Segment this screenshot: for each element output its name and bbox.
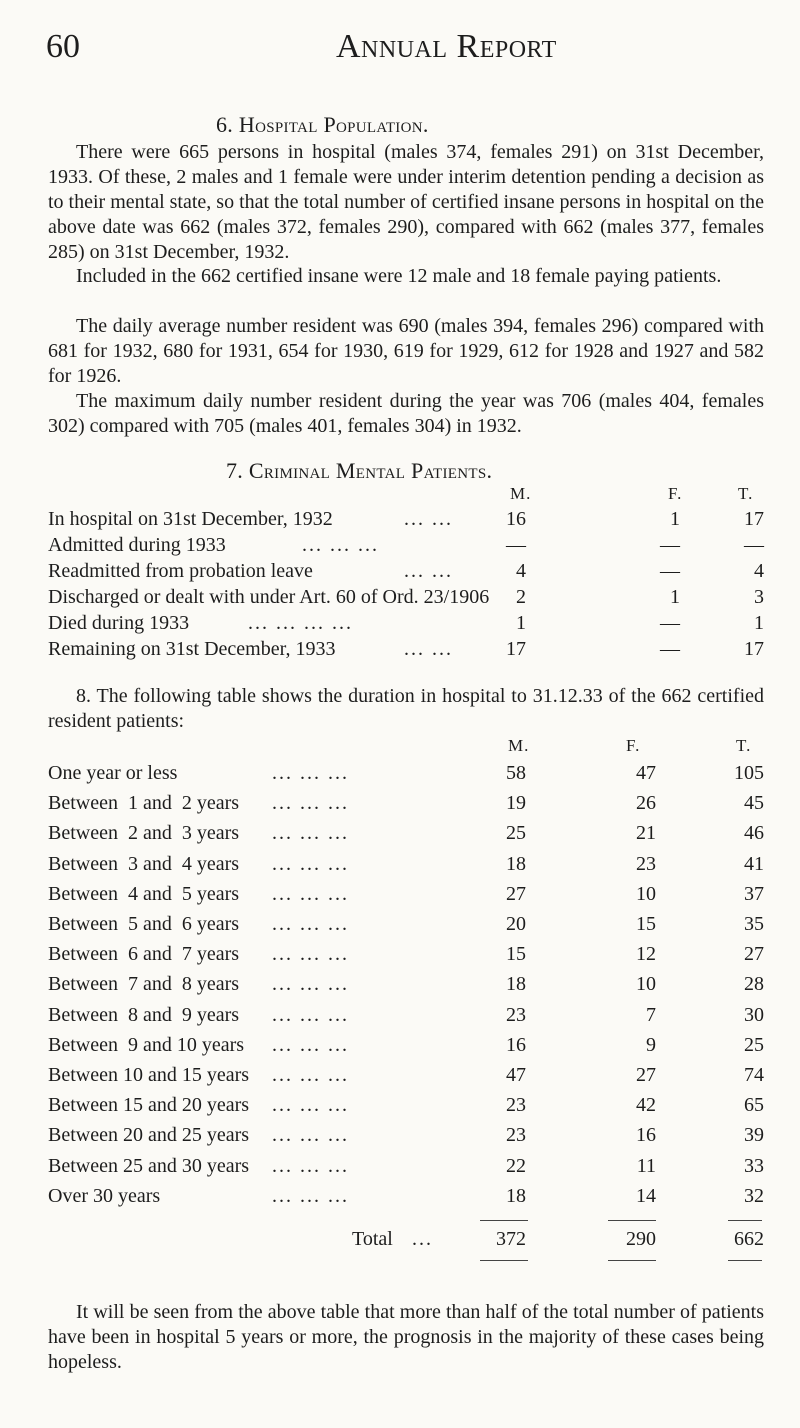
cell-females: 42 [636,1094,656,1117]
table-row [48,853,764,879]
cell-females: 47 [636,762,656,784]
leader-dots: ... ... ... [272,852,349,875]
table-row [48,792,764,818]
table-row [48,508,764,534]
cell-males: 47 [506,1064,526,1086]
leader-dots: ... ... ... [272,1094,349,1117]
leader-dots: ... ... ... [272,1154,349,1177]
cell-total: 25 [744,1033,764,1056]
row-label: Between 3 and 4 years [48,852,240,875]
page-number: 60 [46,28,80,65]
cell-females: 10 [636,882,656,905]
row-label: Between 15 and 20 years [48,1094,250,1117]
table-row [48,883,764,909]
cell-total: 17 [744,508,764,530]
cell-males: 1 [516,612,526,634]
cell-males: 20 [506,913,526,935]
cell-total: 32 [744,1184,764,1207]
row-label: Between 10 and 15 years [48,1064,250,1086]
subtotal-rule-females [608,1220,656,1221]
cell-females: 23 [636,852,656,875]
column-header-total: T. [736,736,752,755]
cell-total: 17 [744,638,764,660]
table-header-row [48,736,764,762]
table-row [48,822,764,848]
subtotal-rule-males [480,1220,528,1221]
cell-males: 2 [516,586,526,608]
leader-dots: ... ... ... ... [248,612,353,634]
subtotal-rule-total [728,1220,762,1221]
table-row [48,534,764,560]
cell-males: 23 [506,1124,526,1147]
row-label: Readmitted from probation leave [48,560,313,582]
cell-males: 19 [506,792,526,815]
cell-females: — [660,560,680,582]
table-row [48,586,764,612]
cell-males: 22 [506,1154,526,1177]
section-6-paragraph-2: Included in the 662 certified insane were 12 male and 18 female paying patients. [76,265,722,287]
cell-males: 18 [506,973,526,996]
leader-dots: ... ... [404,508,453,530]
running-title: Annual Report [336,28,557,65]
table-row [48,973,764,999]
cell-females: 27 [636,1064,656,1086]
cell-females: 15 [636,913,656,935]
section-8-conclusion: It will be seen from the above table that more than half of the total number of patients have been in hospital 5 years or more, the prognosis in the majority of these cases being hopeless. [48,1301,764,1373]
total-row [48,1228,764,1254]
row-label: Between 5 and 6 years [48,913,240,935]
cell-total: 105 [734,762,764,784]
cell-females: 1 [670,586,680,608]
row-label: Between 1 and 2 years [48,792,240,815]
leader-dots: ... ... ... [272,973,349,996]
cell-females: — [660,638,680,660]
cell-females: 10 [636,973,656,996]
total-rule-males [480,1260,528,1261]
table-row [48,1034,764,1060]
table-row [48,560,764,586]
table-row [48,638,764,664]
cell-males: 23 [506,1094,526,1117]
section-7-title: 7. Criminal Mental Patients. [226,458,493,483]
cell-females: 21 [636,822,656,845]
cell-total: 1 [754,612,764,634]
column-header-females: F. [626,736,641,755]
row-label: Between 20 and 25 years [48,1124,250,1147]
cell-total: 45 [744,792,764,815]
leader-dots: ... ... ... [272,762,349,784]
cell-males: 4 [516,560,526,582]
table-row [48,762,764,788]
cell-total: — [744,534,764,556]
leader-dots: ... ... ... [272,792,349,815]
cell-total: 74 [744,1064,764,1086]
section-6-paragraph-1: There were 665 persons in hospital (males 374, females 291) on 31st December, 1933. Of these, 2 males and 1 female were under interim detention pending a decision as to their mental state, so that the total number of certified insane persons in hospital on the above date was 662 (males 372, females 290), compared with 662 (males 377, females 285) on 31st December, 1932. [48,141,764,263]
table-row [48,1185,764,1211]
row-label: One year or less [48,762,178,784]
row-label: Died during 1933 [48,612,190,634]
column-header-females: F. [668,484,683,503]
cell-males: 25 [506,822,526,845]
cell-females: 7 [646,1003,656,1026]
leader-dots: ... ... [404,560,453,582]
cell-males: 23 [506,1003,526,1026]
leader-dots: ... ... [404,638,453,660]
table-row [48,943,764,969]
cell-males: 18 [506,1184,526,1207]
row-label: Remaining on 31st December, 1933 [48,638,336,660]
row-label: Admitted during 1933 [48,534,226,556]
cell-total: 27 [744,943,764,966]
cell-total: 41 [744,852,764,875]
duration-table [48,736,764,1286]
cell-males: 18 [506,852,526,875]
row-label: Between 9 and 10 years [48,1033,245,1056]
cell-total: 46 [744,822,764,845]
row-label: Between 8 and 9 years [48,1003,240,1026]
cell-males: 16 [506,508,526,530]
row-label: Between 6 and 7 years [48,943,240,966]
table-row [48,1004,764,1030]
cell-males: 16 [506,1033,526,1056]
section-6-title: 6. Hospital Population. [216,112,429,137]
leader-dots: ... ... ... [272,913,349,935]
cell-females: 12 [636,943,656,966]
cell-females: 1 [670,508,680,530]
cell-total: 65 [744,1094,764,1117]
row-label: Between 7 and 8 years [48,973,240,996]
column-header-males: M. [510,484,532,503]
total-females: 290 [626,1228,656,1250]
section-6-paragraph-4: The maximum daily number resident during the year was 706 (males 404, females 302) compared with 705 (males 401, females 304) in 1932. [48,390,764,437]
cell-total: 30 [744,1003,764,1026]
cell-males: 15 [506,943,526,966]
leader-dots: ... ... ... [272,1124,349,1147]
cell-total: 4 [754,560,764,582]
row-label: Over 30 years [48,1184,161,1207]
cell-females: 16 [636,1124,656,1147]
leader-dots: ... ... ... [272,822,349,845]
cell-total: 39 [744,1124,764,1147]
column-header-males: M. [508,736,530,755]
leader-dots: ... ... ... [272,1064,349,1086]
row-label: Between 2 and 3 years [48,822,240,845]
cell-males: 27 [506,882,526,905]
cell-males: 58 [506,762,526,784]
cell-total: 33 [744,1154,764,1177]
leader-dots: ... ... ... [272,1184,349,1207]
table-row [48,612,764,638]
table-row [48,913,764,939]
cell-total: 35 [744,913,764,935]
total-rule-females [608,1260,656,1261]
row-label: Discharged or dealt with under Art. 60 of Ord. 23/1906 [48,586,490,608]
total-males: 372 [496,1228,526,1250]
total-rule-total [728,1260,762,1261]
cell-females: 26 [636,792,656,815]
row-label: In hospital on 31st December, 1932 [48,508,333,530]
row-label: Between 4 and 5 years [48,882,240,905]
cell-females: 9 [646,1033,656,1056]
leader-dots: ... ... ... [272,943,349,966]
table-row [48,1064,764,1090]
table-row [48,1094,764,1120]
leader-dots: ... ... ... [272,1003,349,1026]
leader-dots: ... ... ... [272,882,349,905]
column-header-total: T. [738,484,754,503]
cell-males: — [506,534,526,556]
total-total: 662 [734,1228,764,1250]
cell-females: 14 [636,1184,656,1207]
section-6-paragraph-3: The daily average number resident was 690 (males 394, females 296) compared with 681 for 1932, 680 for 1931, 654 for 1930, 619 for 1929, 612 for 1928 and 1927 and 582 for 1926. [48,315,764,387]
cell-total: 28 [744,973,764,996]
table-row [48,1124,764,1150]
leader-dots: ... ... ... [302,534,379,556]
cell-males: 17 [506,638,526,660]
total-label: Total [352,1228,393,1250]
leader-dots: ... [412,1228,433,1250]
cell-total: 3 [754,586,764,608]
table-row [48,1155,764,1181]
cell-total: 37 [744,882,764,905]
section-8-intro: 8. The following table shows the duration in hospital to 31.12.33 of the 662 certified resident patients: [48,685,764,732]
cell-females: — [660,612,680,634]
cell-females: 11 [636,1154,656,1177]
table-header-row [48,484,764,510]
row-label: Between 25 and 30 years [48,1154,250,1177]
cell-females: — [660,534,680,556]
page-header [46,28,766,88]
leader-dots: ... ... ... [272,1033,349,1056]
criminal-patients-table [48,484,764,684]
